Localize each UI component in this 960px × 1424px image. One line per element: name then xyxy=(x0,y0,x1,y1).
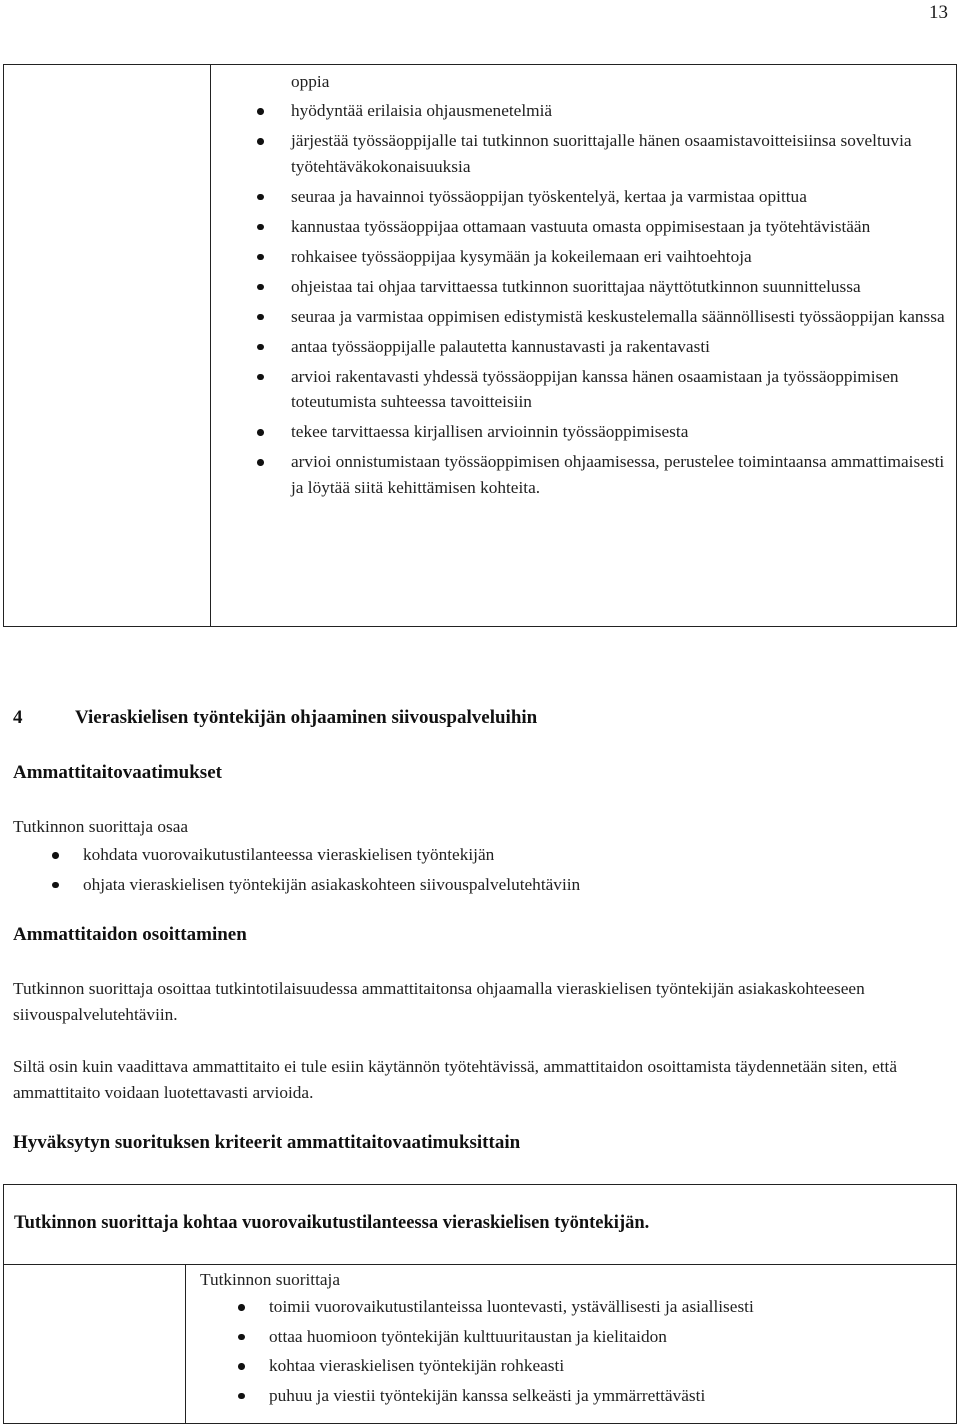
list-item xyxy=(291,304,951,330)
bullet-icon xyxy=(238,1393,245,1400)
list-item-text: arvioi onnistumistaan työssäoppimisen ohjaamisessa, perustelee toimintaansa ammattimaisesti ja löytää siitä kehittämisen kohteita. xyxy=(291,452,945,497)
requirements-list xyxy=(83,842,943,901)
bullet-icon xyxy=(52,852,59,859)
list-item-text: seuraa ja varmistaa oppimisen edistymistä keskustelemalla säännöllisesti työssäoppijan kanssa xyxy=(291,306,945,326)
list-item-text: puhuu ja viestii työntekijän kanssa selkeästi ja ymmärrettävästi xyxy=(269,1385,706,1405)
table-row-divider xyxy=(4,1264,956,1265)
list-item-text: järjestää työssäoppijalle tai tutkinnon suorittajalle hänen osaamistavoitteisiinsa soveltuvia työtehtäväkokonaisuuksia xyxy=(291,131,912,176)
bullet-icon xyxy=(257,254,264,261)
list-item-text: kohtaa vieraskielisen työntekijän rohkeasti xyxy=(269,1356,565,1375)
bullet-icon xyxy=(257,138,264,145)
page-number: 13 xyxy=(929,2,948,23)
bullet-icon xyxy=(257,429,264,436)
bullet-icon xyxy=(257,374,264,381)
bullet-icon xyxy=(52,882,59,889)
criteria-title: Tutkinnon suorittaja kohtaa vuorovaikutustilanteessa vieraskielisen työntekijän. xyxy=(14,1213,650,1233)
list-item-text: tekee tarvittaessa kirjallisen arvioinnin työssäoppimisesta xyxy=(291,422,689,441)
bullet-icon xyxy=(257,344,264,351)
table-column-divider xyxy=(210,65,211,626)
criteria-table-top xyxy=(3,64,957,627)
table-column-divider xyxy=(185,1264,186,1423)
bullet-icon xyxy=(257,459,264,466)
list-item xyxy=(291,364,951,415)
list-item xyxy=(291,449,951,500)
demonstration-text: Tutkinnon suorittaja osoittaa tutkintotilaisuudessa ammattitaitonsa ohjaamalla vieraskielisen työntekijän asiakaskohteeseen siivouspalvelutehtäviin. xyxy=(13,979,865,1024)
bullet-icon xyxy=(257,108,264,115)
criteria-list xyxy=(269,1294,949,1412)
supplement-text: Siltä osin kuin vaadittava ammattitaito ei tule esiin käytännön työtehtävissä, ammattitaidon osoittamista täydennetään siten, että ammattitaito voidaan luotettavasti arvioida. xyxy=(13,1057,898,1102)
criteria-heading: Hyväksytyn suorituksen kriteerit ammattitaitovaatimuksittain xyxy=(13,1132,521,1153)
list-item xyxy=(291,214,951,240)
list-item xyxy=(291,184,951,210)
list-item xyxy=(269,1383,949,1409)
criteria-table-bottom xyxy=(3,1184,957,1424)
list-item-text: kannustaa työssäoppijaa ottamaan vastuuta omasta oppimisestaan ja työtehtävistään xyxy=(291,216,871,236)
demonstration-heading: Ammattitaidon osoittaminen xyxy=(13,924,247,945)
list-item xyxy=(291,128,951,179)
list-item-text: arvioi rakentavasti yhdessä työssäoppijan kanssa hänen osaamistaan ja työssäoppimisen toteutumista suhteessa tavoitteisiin xyxy=(291,366,899,411)
list-item xyxy=(269,1324,949,1350)
section-heading xyxy=(13,707,537,729)
list-item xyxy=(291,274,951,300)
list-item xyxy=(291,419,951,445)
bullet-icon xyxy=(238,1334,245,1341)
list-item-text: antaa työssäoppijalle palautetta kannustavasti ja rakentavasti xyxy=(291,336,710,356)
bullet-icon xyxy=(257,194,264,201)
list-item xyxy=(291,244,951,270)
requirements-lead: Tutkinnon suorittaja osaa xyxy=(13,817,189,836)
list-item xyxy=(83,842,943,868)
list-lead: oppia xyxy=(291,72,330,91)
bullet-icon xyxy=(257,224,264,231)
bullet-icon xyxy=(238,1363,245,1370)
list-item xyxy=(83,872,943,898)
list-item xyxy=(291,334,951,360)
list-item-text: seuraa ja havainnoi työssäoppijan työskentelyä, kertaa ja varmistaa opittua xyxy=(291,186,807,206)
criteria-list xyxy=(291,69,951,505)
list-item xyxy=(269,1353,949,1379)
bullet-icon xyxy=(238,1304,245,1311)
list-item xyxy=(291,98,951,124)
list-item-text: ottaa huomioon työntekijän kulttuuritaustan ja kielitaidon xyxy=(269,1326,667,1346)
list-item-text: ohjata vieraskielisen työntekijän asiakaskohteen siivouspalvelutehtäviin xyxy=(83,874,581,894)
criteria-lead: Tutkinnon suorittaja xyxy=(200,1270,341,1289)
bullet-icon xyxy=(257,314,264,321)
section-number: 4 xyxy=(13,707,23,728)
list-item xyxy=(269,1294,949,1320)
section-title: Vieraskielisen työntekijän ohjaaminen siivouspalveluihin xyxy=(75,707,538,728)
list-item-text: toimii vuorovaikutustilanteissa luontevasti, ystävällisesti ja asiallisesti xyxy=(269,1297,754,1316)
bullet-icon xyxy=(257,284,264,291)
list-item-text: hyödyntää erilaisia ohjausmenetelmiä xyxy=(291,101,553,120)
list-item-text: ohjeistaa tai ohjaa tarvittaessa tutkinnon suorittajaa näyttötutkinnon suunnittelussa xyxy=(291,276,861,296)
requirements-heading: Ammattitaitovaatimukset xyxy=(13,762,222,783)
list-item-text: kohdata vuorovaikutustilanteessa vieraskielisen työntekijän xyxy=(83,845,495,864)
list-item-text: rohkaisee työssäoppijaa kysymään ja kokeilemaan eri vaihtoehtoja xyxy=(291,246,752,266)
